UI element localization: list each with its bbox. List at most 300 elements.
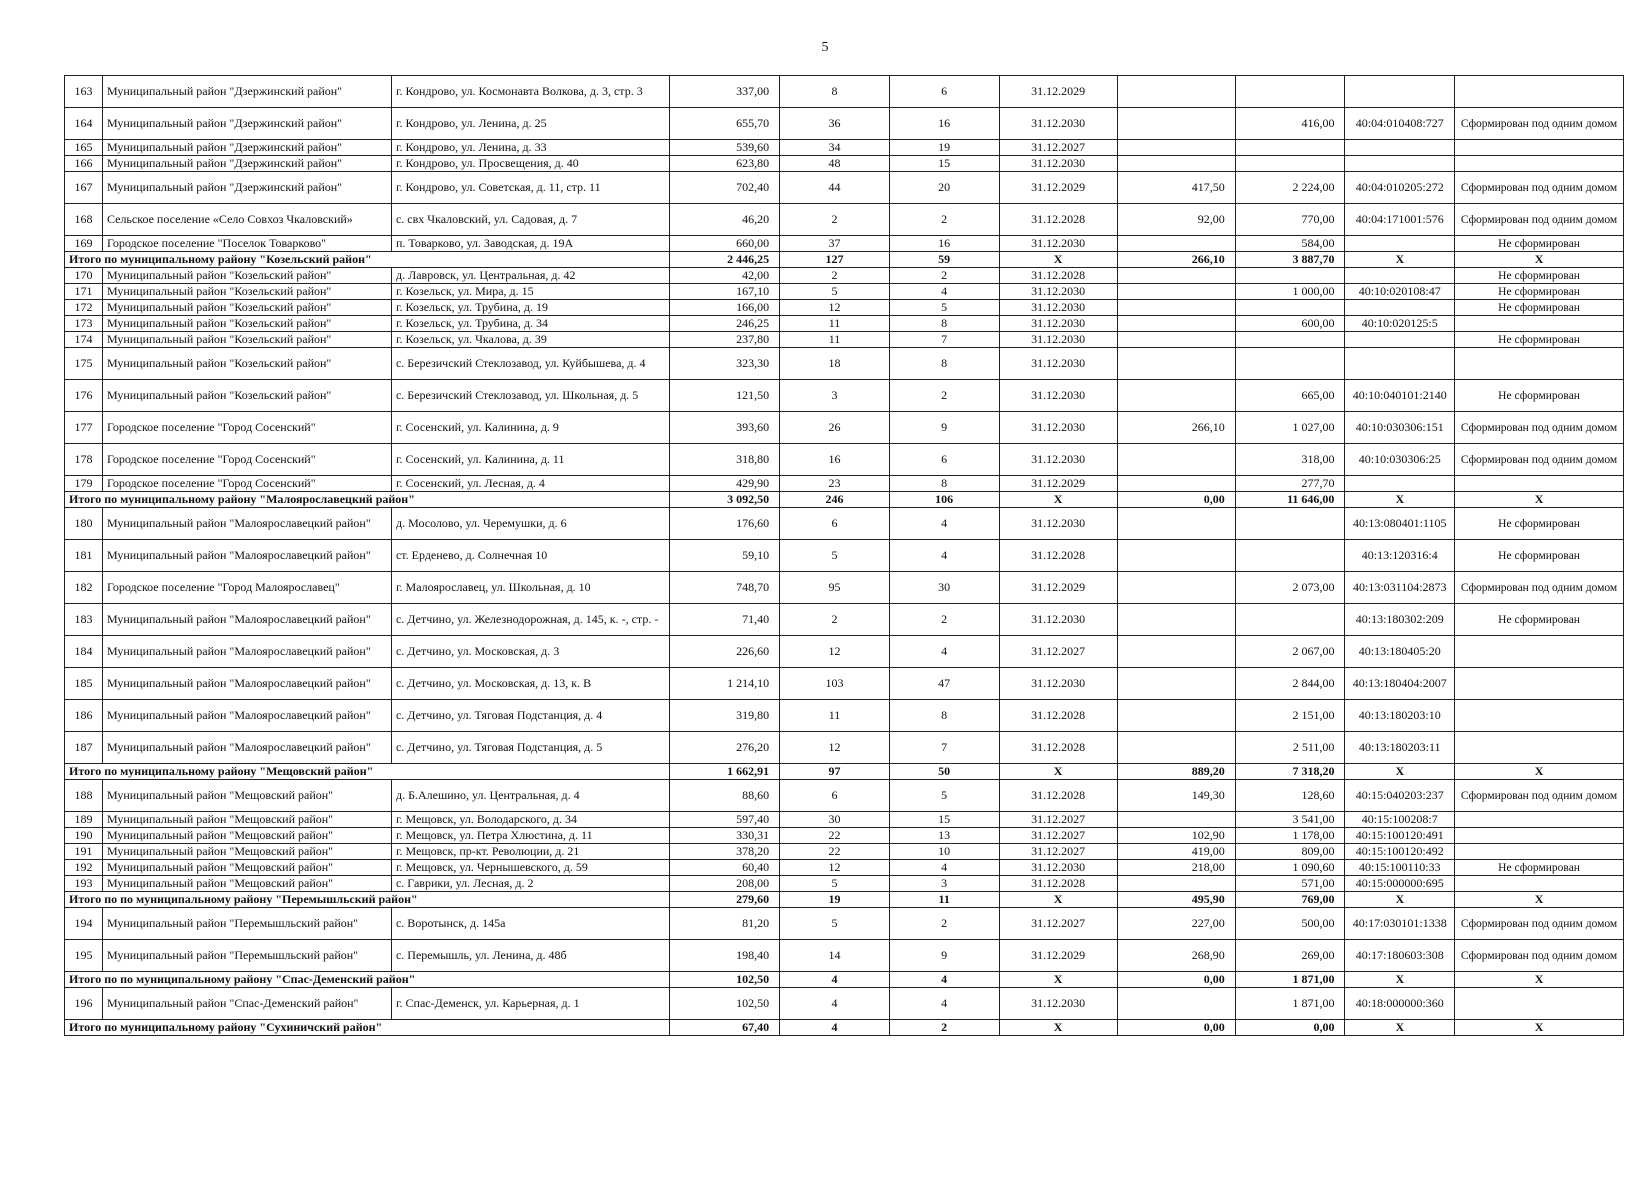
date-cell: 31.12.2030 <box>999 236 1117 252</box>
date-cell: 31.12.2030 <box>999 332 1117 348</box>
date-cell: 31.12.2030 <box>999 412 1117 444</box>
value-cell: 7 318,20 <box>1235 764 1345 780</box>
value-cell: 1 178,00 <box>1235 828 1345 844</box>
area-cell: 3 092,50 <box>670 492 780 508</box>
count-cell: 6 <box>780 508 890 540</box>
value-cell <box>1117 332 1235 348</box>
note-cell: Не сформирован <box>1455 604 1624 636</box>
table-row <box>65 508 1624 540</box>
row-number-cell: 190 <box>65 828 103 844</box>
address-cell: г. Кондрово, ул. Ленина, д. 33 <box>391 140 669 156</box>
note-cell: Не сформирован <box>1455 860 1624 876</box>
value-cell: 1 027,00 <box>1235 412 1345 444</box>
count-cell: 4 <box>780 1020 890 1036</box>
address-cell: г. Малоярославец, ул. Школьная, д. 10 <box>391 572 669 604</box>
subtotal-row <box>65 972 1624 988</box>
subtotal-row <box>65 492 1624 508</box>
value-cell: 769,00 <box>1235 892 1345 908</box>
table-row <box>65 412 1624 444</box>
cadastral-cell: X <box>1345 492 1455 508</box>
address-cell: с. Воротынск, д. 145а <box>391 908 669 940</box>
value-cell: 1 000,00 <box>1235 284 1345 300</box>
row-number-cell: 195 <box>65 940 103 972</box>
note-cell <box>1455 76 1624 108</box>
area-cell: 276,20 <box>670 732 780 764</box>
date-cell: 31.12.2030 <box>999 156 1117 172</box>
row-number-cell: 181 <box>65 540 103 572</box>
row-number-cell: 196 <box>65 988 103 1020</box>
table-row <box>65 348 1624 380</box>
value-cell <box>1117 876 1235 892</box>
municipality-cell: Муниципальный район "Мещовский район" <box>102 844 391 860</box>
value-cell: 149,30 <box>1117 780 1235 812</box>
note-cell: Не сформирован <box>1455 332 1624 348</box>
address-cell: д. Б.Алешино, ул. Центральная, д. 4 <box>391 780 669 812</box>
value-cell: 266,10 <box>1117 252 1235 268</box>
row-number-cell: 193 <box>65 876 103 892</box>
cadastral-cell: X <box>1345 1020 1455 1036</box>
value-cell: 1 090,60 <box>1235 860 1345 876</box>
row-number-cell: 191 <box>65 844 103 860</box>
note-cell: Сформирован под одним домом <box>1455 444 1624 476</box>
value-cell: 318,00 <box>1235 444 1345 476</box>
note-cell <box>1455 316 1624 332</box>
note-cell: Не сформирован <box>1455 508 1624 540</box>
address-cell: с. Детчино, ул. Московская, д. 3 <box>391 636 669 668</box>
date-cell: 31.12.2030 <box>999 988 1117 1020</box>
note-cell: X <box>1455 1020 1624 1036</box>
address-cell: г. Мещовск, ул. Володарского, д. 34 <box>391 812 669 828</box>
count-cell: 16 <box>889 108 999 140</box>
count-cell: 2 <box>889 268 999 284</box>
note-cell: Сформирован под одним домом <box>1455 908 1624 940</box>
note-cell: Не сформирован <box>1455 540 1624 572</box>
row-number-cell: 186 <box>65 700 103 732</box>
table-row <box>65 316 1624 332</box>
value-cell: 416,00 <box>1235 108 1345 140</box>
count-cell: 19 <box>889 140 999 156</box>
date-cell: 31.12.2030 <box>999 380 1117 412</box>
note-cell <box>1455 844 1624 860</box>
count-cell: 4 <box>780 988 890 1020</box>
count-cell: 19 <box>780 892 890 908</box>
row-number-cell: 171 <box>65 284 103 300</box>
row-number-cell: 172 <box>65 300 103 316</box>
count-cell: 4 <box>889 540 999 572</box>
count-cell: 26 <box>780 412 890 444</box>
cadastral-cell <box>1345 76 1455 108</box>
subtotal-label: Итого по муниципальному району "Мещовский район" <box>65 764 670 780</box>
cadastral-cell: 40:04:010408:727 <box>1345 108 1455 140</box>
value-cell: 419,00 <box>1117 844 1235 860</box>
value-cell <box>1235 604 1345 636</box>
table-row <box>65 476 1624 492</box>
table-row <box>65 236 1624 252</box>
count-cell: 127 <box>780 252 890 268</box>
row-number-cell: 175 <box>65 348 103 380</box>
count-cell: 15 <box>889 812 999 828</box>
value-cell: 0,00 <box>1117 972 1235 988</box>
date-cell: X <box>999 492 1117 508</box>
date-cell: 31.12.2027 <box>999 140 1117 156</box>
table-row <box>65 668 1624 700</box>
date-cell: 31.12.2030 <box>999 108 1117 140</box>
value-cell <box>1117 732 1235 764</box>
note-cell: Сформирован под одним домом <box>1455 780 1624 812</box>
count-cell: 3 <box>889 876 999 892</box>
area-cell: 1 662,91 <box>670 764 780 780</box>
value-cell <box>1117 284 1235 300</box>
note-cell <box>1455 156 1624 172</box>
row-number-cell: 168 <box>65 204 103 236</box>
note-cell <box>1455 700 1624 732</box>
table-row <box>65 108 1624 140</box>
housing-program-table-container <box>64 75 1624 1036</box>
date-cell: 31.12.2030 <box>999 300 1117 316</box>
date-cell: 31.12.2028 <box>999 204 1117 236</box>
count-cell: 8 <box>780 76 890 108</box>
date-cell: 31.12.2029 <box>999 940 1117 972</box>
count-cell: 22 <box>780 828 890 844</box>
address-cell: ст. Ерденево, д. Солнечная 10 <box>391 540 669 572</box>
value-cell: 227,00 <box>1117 908 1235 940</box>
value-cell: 809,00 <box>1235 844 1345 860</box>
value-cell <box>1117 108 1235 140</box>
cadastral-cell: 40:17:030101:1338 <box>1345 908 1455 940</box>
value-cell <box>1235 268 1345 284</box>
row-number-cell: 184 <box>65 636 103 668</box>
address-cell: д. Мосолово, ул. Черемушки, д. 6 <box>391 508 669 540</box>
count-cell: 16 <box>780 444 890 476</box>
municipality-cell: Муниципальный район "Мещовский район" <box>102 860 391 876</box>
address-cell: г. Кондрово, ул. Советская, д. 11, стр. 11 <box>391 172 669 204</box>
row-number-cell: 174 <box>65 332 103 348</box>
count-cell: 3 <box>780 380 890 412</box>
municipality-cell: Муниципальный район "Козельский район" <box>102 268 391 284</box>
value-cell <box>1117 988 1235 1020</box>
count-cell: 18 <box>780 348 890 380</box>
municipality-cell: Муниципальный район "Дзержинский район" <box>102 156 391 172</box>
value-cell: 0,00 <box>1117 492 1235 508</box>
note-cell: Сформирован под одним домом <box>1455 572 1624 604</box>
municipality-cell: Муниципальный район "Малоярославецкий район" <box>102 604 391 636</box>
count-cell: 11 <box>889 892 999 908</box>
subtotal-row <box>65 764 1624 780</box>
count-cell: 22 <box>780 844 890 860</box>
address-cell: г. Кондрово, ул. Просвещения, д. 40 <box>391 156 669 172</box>
cadastral-cell: 40:13:180203:11 <box>1345 732 1455 764</box>
row-number-cell: 194 <box>65 908 103 940</box>
date-cell: 31.12.2030 <box>999 348 1117 380</box>
table-row <box>65 284 1624 300</box>
value-cell: 128,60 <box>1235 780 1345 812</box>
count-cell: 5 <box>780 540 890 572</box>
address-cell: г. Кондрово, ул. Космонавта Волкова, д. 3, стр. 3 <box>391 76 669 108</box>
note-cell: Сформирован под одним домом <box>1455 108 1624 140</box>
count-cell: 4 <box>889 860 999 876</box>
date-cell: X <box>999 252 1117 268</box>
date-cell: 31.12.2030 <box>999 444 1117 476</box>
date-cell: 31.12.2029 <box>999 172 1117 204</box>
count-cell: 5 <box>889 300 999 316</box>
value-cell: 277,70 <box>1235 476 1345 492</box>
area-cell: 102,50 <box>670 972 780 988</box>
area-cell: 46,20 <box>670 204 780 236</box>
count-cell: 10 <box>889 844 999 860</box>
table-row <box>65 380 1624 412</box>
area-cell: 655,70 <box>670 108 780 140</box>
date-cell: X <box>999 764 1117 780</box>
value-cell <box>1117 812 1235 828</box>
municipality-cell: Сельское поселение «Село Совхоз Чкаловский» <box>102 204 391 236</box>
housing-program-table <box>64 75 1624 1036</box>
municipality-cell: Муниципальный район "Перемышльский район" <box>102 940 391 972</box>
count-cell: 5 <box>780 876 890 892</box>
row-number-cell: 189 <box>65 812 103 828</box>
municipality-cell: Городское поселение "Город Сосенский" <box>102 476 391 492</box>
value-cell <box>1117 700 1235 732</box>
area-cell: 337,00 <box>670 76 780 108</box>
value-cell: 268,90 <box>1117 940 1235 972</box>
date-cell: 31.12.2028 <box>999 268 1117 284</box>
subtotal-row <box>65 892 1624 908</box>
value-cell <box>1117 156 1235 172</box>
area-cell: 429,90 <box>670 476 780 492</box>
row-number-cell: 165 <box>65 140 103 156</box>
count-cell: 15 <box>889 156 999 172</box>
row-number-cell: 180 <box>65 508 103 540</box>
municipality-cell: Муниципальный район "Дзержинский район" <box>102 172 391 204</box>
count-cell: 2 <box>780 204 890 236</box>
count-cell: 12 <box>780 860 890 876</box>
count-cell: 7 <box>889 732 999 764</box>
table-row <box>65 172 1624 204</box>
value-cell <box>1117 668 1235 700</box>
area-cell: 208,00 <box>670 876 780 892</box>
municipality-cell: Муниципальный район "Дзержинский район" <box>102 76 391 108</box>
cadastral-cell: 40:13:031104:2873 <box>1345 572 1455 604</box>
area-cell: 1 214,10 <box>670 668 780 700</box>
cadastral-cell: X <box>1345 972 1455 988</box>
date-cell: 31.12.2028 <box>999 732 1117 764</box>
address-cell: г. Спас-Деменск, ул. Карьерная, д. 1 <box>391 988 669 1020</box>
value-cell: 2 511,00 <box>1235 732 1345 764</box>
address-cell: с. Березичский Стеклозавод, ул. Школьная, д. 5 <box>391 380 669 412</box>
cadastral-cell: X <box>1345 252 1455 268</box>
cadastral-cell: 40:10:040101:2140 <box>1345 380 1455 412</box>
area-cell: 702,40 <box>670 172 780 204</box>
note-cell: Сформирован под одним домом <box>1455 204 1624 236</box>
value-cell <box>1117 604 1235 636</box>
address-cell: г. Сосенский, ул. Лесная, д. 4 <box>391 476 669 492</box>
cadastral-cell: 40:15:100110:33 <box>1345 860 1455 876</box>
cadastral-cell: 40:15:100120:491 <box>1345 828 1455 844</box>
value-cell <box>1117 300 1235 316</box>
count-cell: 59 <box>889 252 999 268</box>
subtotal-label: Итого по по муниципальному району "Спас-Деменский район" <box>65 972 670 988</box>
date-cell: 31.12.2027 <box>999 908 1117 940</box>
cadastral-cell: 40:18:000000:360 <box>1345 988 1455 1020</box>
municipality-cell: Муниципальный район "Малоярославецкий район" <box>102 668 391 700</box>
address-cell: г. Козельск, ул. Трубина, д. 19 <box>391 300 669 316</box>
table-row <box>65 940 1624 972</box>
count-cell: 6 <box>780 780 890 812</box>
value-cell: 0,00 <box>1235 1020 1345 1036</box>
date-cell: 31.12.2030 <box>999 604 1117 636</box>
page-number: 5 <box>821 40 829 55</box>
area-cell: 378,20 <box>670 844 780 860</box>
area-cell: 59,10 <box>670 540 780 572</box>
value-cell: 495,90 <box>1117 892 1235 908</box>
count-cell: 4 <box>889 988 999 1020</box>
value-cell: 92,00 <box>1117 204 1235 236</box>
cadastral-cell <box>1345 332 1455 348</box>
value-cell <box>1117 140 1235 156</box>
municipality-cell: Муниципальный район "Козельский район" <box>102 380 391 412</box>
area-cell: 623,80 <box>670 156 780 172</box>
count-cell: 12 <box>780 300 890 316</box>
value-cell <box>1235 300 1345 316</box>
note-cell: X <box>1455 972 1624 988</box>
count-cell: 30 <box>889 572 999 604</box>
date-cell: 31.12.2028 <box>999 780 1117 812</box>
area-cell: 226,60 <box>670 636 780 668</box>
cadastral-cell: 40:04:171001:576 <box>1345 204 1455 236</box>
count-cell: 20 <box>889 172 999 204</box>
value-cell: 0,00 <box>1117 1020 1235 1036</box>
count-cell: 2 <box>780 268 890 284</box>
municipality-cell: Муниципальный район "Спас-Деменский район" <box>102 988 391 1020</box>
area-cell: 81,20 <box>670 908 780 940</box>
municipality-cell: Муниципальный район "Малоярославецкий район" <box>102 540 391 572</box>
area-cell: 748,70 <box>670 572 780 604</box>
value-cell: 1 871,00 <box>1235 988 1345 1020</box>
count-cell: 8 <box>889 476 999 492</box>
cadastral-cell <box>1345 476 1455 492</box>
area-cell: 597,40 <box>670 812 780 828</box>
cadastral-cell <box>1345 268 1455 284</box>
table-row <box>65 140 1624 156</box>
count-cell: 6 <box>889 444 999 476</box>
count-cell: 9 <box>889 940 999 972</box>
municipality-cell: Муниципальный район "Козельский район" <box>102 316 391 332</box>
count-cell: 2 <box>889 1020 999 1036</box>
table-row <box>65 572 1624 604</box>
cadastral-cell: 40:15:000000:695 <box>1345 876 1455 892</box>
municipality-cell: Муниципальный район "Дзержинский район" <box>102 108 391 140</box>
date-cell: 31.12.2029 <box>999 76 1117 108</box>
table-row <box>65 76 1624 108</box>
date-cell: X <box>999 1020 1117 1036</box>
count-cell: 8 <box>889 700 999 732</box>
note-cell <box>1455 988 1624 1020</box>
note-cell: X <box>1455 764 1624 780</box>
row-number-cell: 173 <box>65 316 103 332</box>
row-number-cell: 177 <box>65 412 103 444</box>
cadastral-cell <box>1345 140 1455 156</box>
cadastral-cell: 40:13:080401:1105 <box>1345 508 1455 540</box>
area-cell: 539,60 <box>670 140 780 156</box>
count-cell: 13 <box>889 828 999 844</box>
note-cell: Не сформирован <box>1455 284 1624 300</box>
address-cell: г. Козельск, ул. Мира, д. 15 <box>391 284 669 300</box>
value-cell <box>1117 76 1235 108</box>
table-row <box>65 876 1624 892</box>
value-cell <box>1117 380 1235 412</box>
value-cell: 2 844,00 <box>1235 668 1345 700</box>
table-row <box>65 604 1624 636</box>
count-cell: 2 <box>889 908 999 940</box>
area-cell: 319,80 <box>670 700 780 732</box>
count-cell: 11 <box>780 332 890 348</box>
value-cell: 266,10 <box>1117 412 1235 444</box>
row-number-cell: 170 <box>65 268 103 284</box>
count-cell: 36 <box>780 108 890 140</box>
row-number-cell: 178 <box>65 444 103 476</box>
table-row <box>65 844 1624 860</box>
cadastral-cell: 40:04:010205:272 <box>1345 172 1455 204</box>
table-row <box>65 700 1624 732</box>
cadastral-cell: 40:10:030306:151 <box>1345 412 1455 444</box>
value-cell: 417,50 <box>1117 172 1235 204</box>
value-cell: 500,00 <box>1235 908 1345 940</box>
value-cell <box>1117 348 1235 380</box>
count-cell: 12 <box>780 732 890 764</box>
table-row <box>65 156 1624 172</box>
municipality-cell: Муниципальный район "Малоярославецкий район" <box>102 700 391 732</box>
note-cell <box>1455 876 1624 892</box>
date-cell: 31.12.2027 <box>999 844 1117 860</box>
subtotal-row <box>65 252 1624 268</box>
count-cell: 103 <box>780 668 890 700</box>
row-number-cell: 163 <box>65 76 103 108</box>
cadastral-cell: 40:10:020108:47 <box>1345 284 1455 300</box>
municipality-cell: Муниципальный район "Мещовский район" <box>102 780 391 812</box>
table-row <box>65 444 1624 476</box>
cadastral-cell: 40:13:180404:2007 <box>1345 668 1455 700</box>
value-cell: 2 224,00 <box>1235 172 1345 204</box>
count-cell: 8 <box>889 316 999 332</box>
cadastral-cell: 40:15:040203:237 <box>1345 780 1455 812</box>
count-cell: 4 <box>889 508 999 540</box>
cadastral-cell: 40:13:180405:20 <box>1345 636 1455 668</box>
note-cell: Не сформирован <box>1455 380 1624 412</box>
municipality-cell: Муниципальный район "Козельский район" <box>102 300 391 316</box>
count-cell: 4 <box>889 636 999 668</box>
area-cell: 660,00 <box>670 236 780 252</box>
value-cell <box>1117 316 1235 332</box>
count-cell: 5 <box>889 780 999 812</box>
address-cell: г. Сосенский, ул. Калинина, д. 9 <box>391 412 669 444</box>
cadastral-cell: X <box>1345 892 1455 908</box>
value-cell <box>1117 476 1235 492</box>
row-number-cell: 164 <box>65 108 103 140</box>
row-number-cell: 167 <box>65 172 103 204</box>
count-cell: 95 <box>780 572 890 604</box>
value-cell: 889,20 <box>1117 764 1235 780</box>
area-cell: 60,40 <box>670 860 780 876</box>
count-cell: 11 <box>780 316 890 332</box>
value-cell: 3 887,70 <box>1235 252 1345 268</box>
note-cell <box>1455 812 1624 828</box>
address-cell: с. Перемышль, ул. Ленина, д. 48б <box>391 940 669 972</box>
value-cell: 11 646,00 <box>1235 492 1345 508</box>
municipality-cell: Муниципальный район "Малоярославецкий район" <box>102 508 391 540</box>
value-cell <box>1117 444 1235 476</box>
value-cell <box>1235 156 1345 172</box>
value-cell <box>1235 140 1345 156</box>
address-cell: г. Сосенский, ул. Калинина, д. 11 <box>391 444 669 476</box>
